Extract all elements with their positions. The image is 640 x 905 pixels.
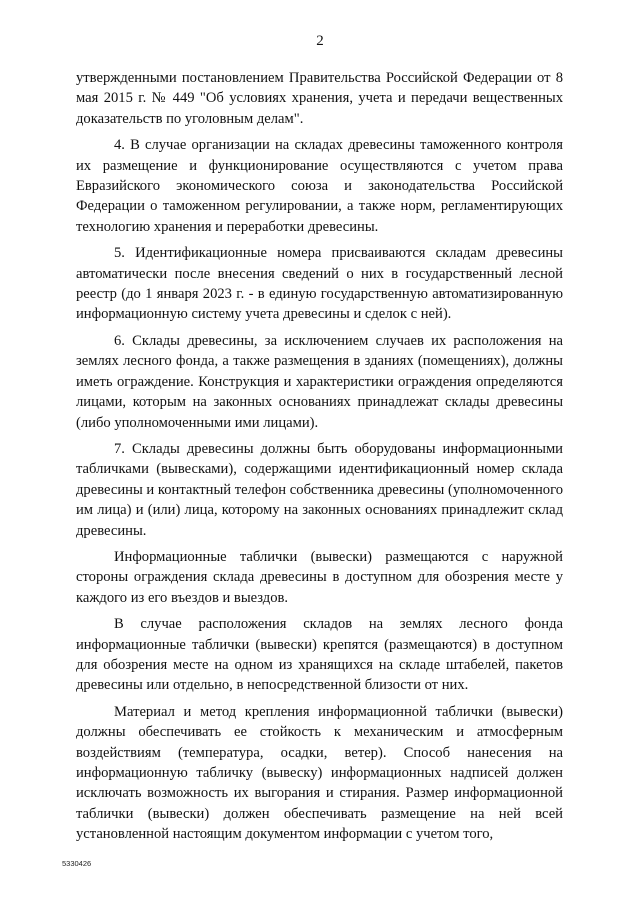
paragraph-item-5: 5. Идентификационные номера присваиваются складам древесины автоматически после внесения сведений о них в государственный лесной реестр (до 1 января 2023 г. - в единую государственную автоматизированную информационную систему учета древесины и сделок с ней). bbox=[76, 245, 563, 323]
page-number: 2 bbox=[316, 33, 324, 49]
document-code: 5330426 bbox=[62, 859, 92, 868]
paragraph-signage-material: Материал и метод крепления информационной таблички (вывески) должны обеспечивать ее стойкость к механическим и атмосферным воздействиям (температура, осадки, ветер). Способ нанесения на информационную табличку (вывеску) информационных надписей должен исключать возможность их выгорания и стирания. Размер информационной таблички (вывески) должен обеспечивать размещение на ней всей установленной настоящим документом информации с учетом того, bbox=[76, 703, 563, 843]
paragraph-item-6: 6. Склады древесины, за исключением случаев их расположения на землях лесного фонда, а также размещения в зданиях (помещениях), должны иметь ограждение. Конструкция и характеристики ограждения определяются лицами, которым на законных основаниях принадлежат склады древесины (либо уполномоченными ими лицами). bbox=[76, 332, 563, 431]
paragraph-continuation: утвержденными постановлением Правительства Российской Федерации от 8 мая 2015 г. № 449 "Об условиях хранения, учета и передачи вещественных доказательств по уголовным делам". bbox=[76, 70, 563, 127]
document-body bbox=[76, 68, 563, 851]
paragraph-forest-land-signage: В случае расположения складов на землях лесного фонда информационные таблички (вывески) крепятся (размещаются) в доступном для обозрения месте на одном из хранящихся на складе штабелей, пакетов древесины или отдельно, в непосредственной близости от них. bbox=[76, 616, 563, 694]
paragraph-item-4: 4. В случае организации на складах древесины таможенного контроля их размещение и функционирование осуществляются с учетом права Евразийского экономического союза и законодательства Российской Федерации о таможенном регулировании, а также норм, регламентирующих технологию хранения и переработки древесины. bbox=[76, 137, 563, 235]
paragraph-signage-placement: Информационные таблички (вывески) размещаются с наружной стороны ограждения склада древесины в доступном для обозрения месте у каждого из его въездов и выездов. bbox=[76, 548, 563, 606]
paragraph-item-7: 7. Склады древесины должны быть оборудованы информационными табличками (вывесками), содержащими идентификационный номер склада древесины и контактный телефон собственника древесины (уполномоченного им лица) и (или) лица, которому на законных основаниях принадлежит склад древесины. bbox=[76, 440, 563, 539]
